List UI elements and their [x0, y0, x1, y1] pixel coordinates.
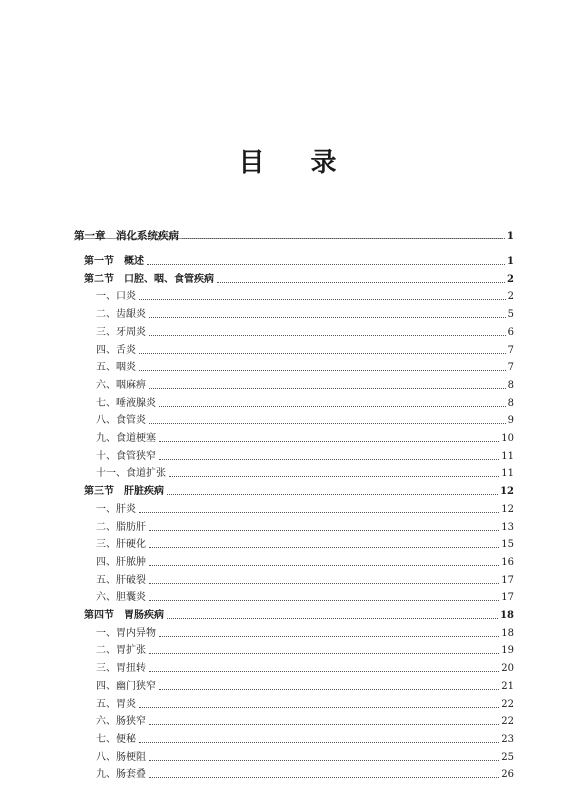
toc-page-number: 15 — [501, 539, 514, 551]
toc-section-entry — [84, 606, 514, 622]
toc-item-entry — [96, 730, 514, 746]
toc-page-number: 17 — [501, 592, 514, 604]
toc-entry-title: 六、肠狭窄 — [96, 716, 146, 728]
toc-leader-dots — [149, 777, 499, 778]
toc-page-number: 20 — [501, 663, 514, 675]
toc-page-number: 12 — [501, 503, 514, 515]
toc-page-number: 17 — [501, 574, 514, 586]
toc-page-number: 12 — [500, 486, 514, 498]
toc-entry-title: 第四节 胃肠疾病 — [84, 610, 164, 621]
toc-page-number: 1 — [507, 256, 514, 267]
toc-entry-title: 四、幽门狭窄 — [96, 680, 156, 692]
toc-entry-title: 第一节 概述 — [84, 256, 144, 267]
toc-leader-dots — [159, 689, 499, 690]
toc-item-entry — [96, 712, 514, 728]
toc-entry-title: 九、食道梗塞 — [96, 433, 156, 444]
toc-page-number: 2 — [507, 291, 514, 303]
toc-page-number: 19 — [501, 645, 514, 657]
toc-page-number: 5 — [507, 309, 514, 321]
toc-leader-dots — [149, 671, 499, 672]
toc-item-entry — [96, 518, 514, 534]
toc-item-entry — [96, 571, 514, 587]
toc-entry-title: 七、唾液腺炎 — [96, 397, 156, 409]
toc-page-number: 13 — [501, 521, 514, 533]
toc-entry-title: 五、肝破裂 — [96, 574, 146, 586]
toc-entry-title: 一、口炎 — [96, 291, 136, 303]
toc-page-number: 8 — [507, 397, 514, 409]
toc-page-number: 1 — [506, 230, 514, 242]
toc-item-entry — [96, 305, 514, 321]
toc-leader-dots — [149, 760, 499, 761]
toc-leader-dots — [159, 636, 499, 637]
toc-leader-dots — [217, 282, 505, 283]
toc-page-number: 8 — [507, 379, 514, 391]
toc-entry-title: 七、便秘 — [96, 733, 136, 745]
title-char-2: 录 — [310, 148, 339, 178]
toc-item-entry — [96, 323, 514, 339]
toc-leader-dots — [159, 441, 499, 442]
toc-page-number: 11 — [501, 468, 514, 480]
toc-page-number: 7 — [507, 362, 514, 374]
toc-leader-dots — [139, 742, 499, 743]
toc-leader-dots — [147, 264, 505, 265]
toc-page-number: 9 — [507, 415, 514, 427]
toc-entry-title: 第二节 口腔、咽、食管疾病 — [84, 273, 214, 285]
toc-leader-dots — [139, 707, 499, 708]
toc-page-number: 18 — [501, 627, 514, 639]
toc-item-entry — [96, 411, 514, 427]
toc-leader-dots — [149, 335, 506, 336]
toc-entry-title: 八、肠梗阻 — [96, 751, 146, 763]
toc-entry-title: 三、肝硬化 — [96, 539, 146, 551]
toc-item-entry — [96, 464, 514, 480]
toc-entry-title: 三、牙周炎 — [96, 326, 146, 338]
toc-leader-dots — [149, 388, 506, 389]
toc-page-number: 10 — [501, 433, 514, 444]
toc-page-number: 7 — [507, 344, 514, 356]
toc-item-entry — [96, 695, 514, 711]
toc-item-entry — [96, 765, 514, 781]
toc-page-number: 25 — [501, 751, 514, 763]
toc-page-number: 11 — [501, 450, 514, 462]
toc-entry-title: 一、胃内异物 — [96, 627, 156, 639]
page-title — [0, 142, 577, 179]
toc-leader-dots — [149, 423, 506, 424]
toc-item-entry — [96, 677, 514, 693]
toc-leader-dots — [149, 530, 499, 531]
toc-item-entry — [96, 641, 514, 657]
toc-entry-title: 三、胃扭转 — [96, 663, 146, 675]
toc-item-entry — [96, 659, 514, 675]
toc-page-number: 21 — [501, 680, 514, 692]
toc-entry-title: 十、食管狭窄 — [96, 450, 156, 462]
toc-leader-dots — [169, 476, 499, 477]
toc-item-entry — [96, 287, 514, 303]
toc-page-number: 16 — [501, 556, 514, 568]
toc-entry-title: 十一、食道扩张 — [96, 468, 166, 480]
toc-leader-dots — [149, 565, 499, 566]
toc-entry-title: 六、咽麻痹 — [96, 379, 146, 391]
toc-item-entry — [96, 376, 514, 392]
toc-chapter-entry — [74, 226, 514, 242]
toc-leader-dots — [139, 299, 506, 300]
toc-item-entry — [96, 748, 514, 764]
toc-section-entry — [84, 482, 514, 498]
toc-leader-dots — [139, 370, 506, 371]
toc-leader-dots — [149, 547, 499, 548]
title-char-1: 目 — [238, 148, 267, 178]
toc-entry-title: 二、脂肪肝 — [96, 521, 146, 533]
toc-entry-title: 九、肠套叠 — [96, 769, 146, 781]
toc-page-number: 26 — [501, 769, 514, 781]
toc-leader-dots — [167, 494, 498, 495]
toc-item-entry — [96, 535, 514, 551]
toc-entry-title: 二、齿龈炎 — [96, 309, 146, 321]
toc-leader-dots — [139, 353, 506, 354]
toc-entry-title: 一、肝炎 — [96, 503, 136, 515]
toc-page-number: 23 — [501, 733, 514, 745]
toc-page-number: 18 — [500, 610, 514, 621]
toc-page-number: 2 — [507, 273, 514, 285]
toc-entry-title: 二、胃扩张 — [96, 645, 146, 657]
toc-entry-title: 第三节 肝脏疾病 — [84, 486, 164, 498]
toc-leader-dots — [182, 238, 505, 239]
toc-item-entry — [96, 500, 514, 516]
toc-leader-dots — [159, 459, 499, 460]
toc-item-entry — [96, 447, 514, 463]
toc-page-number: 22 — [501, 698, 514, 710]
toc-leader-dots — [149, 600, 499, 601]
toc-leader-dots — [139, 512, 499, 513]
toc-leader-dots — [149, 724, 499, 725]
toc-item-entry — [96, 553, 514, 569]
toc-item-entry — [96, 358, 514, 374]
toc-entry-title: 五、咽炎 — [96, 362, 136, 374]
toc-leader-dots — [149, 583, 499, 584]
toc-leader-dots — [167, 618, 498, 619]
toc-entry-title: 四、舌炎 — [96, 344, 136, 356]
toc-entry-title: 第一章 消化系统疾病 — [74, 230, 179, 242]
toc-leader-dots — [149, 653, 499, 654]
toc-item-entry — [96, 394, 514, 410]
toc-entry-title: 六、胆囊炎 — [96, 592, 146, 604]
toc-entry-title: 五、胃炎 — [96, 698, 136, 710]
toc-item-entry — [96, 341, 514, 357]
toc-section-entry — [84, 252, 514, 268]
toc-leader-dots — [149, 317, 506, 318]
toc-page-number: 22 — [501, 716, 514, 728]
toc-item-entry — [96, 429, 514, 445]
toc-item-entry — [96, 624, 514, 640]
toc-item-entry — [96, 588, 514, 604]
toc-leader-dots — [159, 406, 506, 407]
toc-entry-title: 八、食管炎 — [96, 415, 146, 427]
toc-page-number: 6 — [507, 326, 514, 338]
toc-section-entry — [84, 270, 514, 286]
toc-entry-title: 四、肝脓肿 — [96, 556, 146, 568]
